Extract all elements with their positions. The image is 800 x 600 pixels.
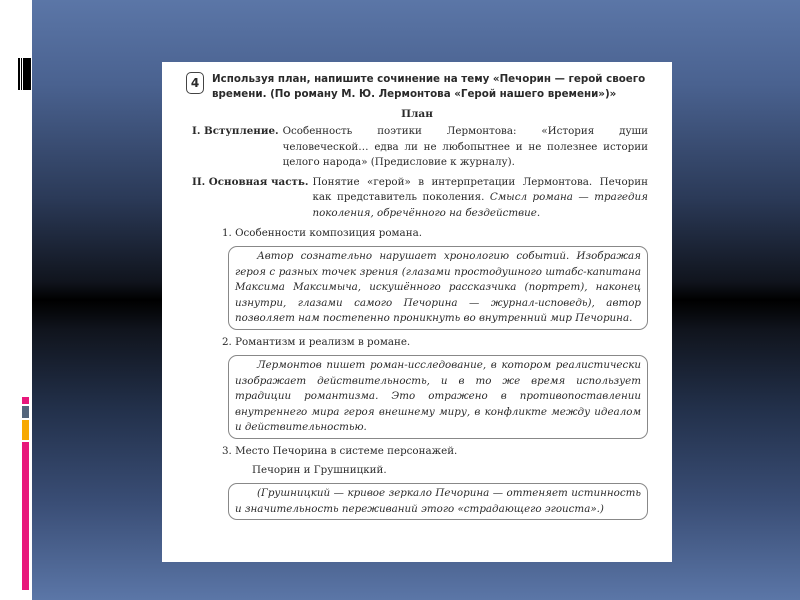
- point-subtitle: Печорин и Грушницкий.: [252, 463, 387, 476]
- point-title: 2. Романтизм и реализм в романе.: [222, 335, 411, 348]
- barcode-decoration: [18, 58, 31, 90]
- section-label: I. Вступление.: [192, 125, 279, 137]
- section-italic-text: Смысл романа — трагедия поколения, обречённого на бездействие.: [312, 191, 648, 219]
- task-header: [186, 72, 648, 102]
- section-introduction: [192, 124, 648, 171]
- task-number-badge: 4: [186, 72, 204, 94]
- section-body: [312, 175, 648, 222]
- pink-square-decoration: [22, 397, 29, 404]
- orange-square-decoration: [22, 420, 29, 440]
- task-text: Используя план, напишите сочинение на тему «Печорин — герой своего времени. (По роману М. Ю. Лермонтова «Герой нашего времени»)»: [212, 73, 646, 100]
- point-box: (Грушницкий — кривое зеркало Печорина — оттеняет истинность и значительность переживаний этого «страдающего эгоиста».): [228, 483, 648, 520]
- section-text: Понятие «герой» в интерпретации Лермонтова. Печорин как представитель поколения.: [312, 175, 648, 203]
- gray-square-decoration: [22, 406, 29, 418]
- point-title: 3. Место Печорина в системе персонажей.: [222, 444, 458, 457]
- point-box: Автор сознательно нарушает хронологию событий. Изображая героя с разных точек зрения (глазами простодушного штабс-капитана Максима Максимыча, искушённого рассказчика (портрет), наконец изнутри, глазами самого Печорина — журнал-исповедь), автор позволяет нам постепенно проникнуть во внутренний мир Печорина.: [228, 246, 648, 330]
- point-box: Лермонтов пишет роман-исследование, в котором реалистически изображает действительность, и в то же время использует традиции романтизма. Это отражено в противопоставлении внутреннего мира героя внешнему миру, в конфликте между идеалом и действительностью.: [228, 355, 648, 439]
- section-main-part: [192, 175, 648, 222]
- section-label: II. Основная часть.: [192, 175, 309, 188]
- document-image: [162, 62, 672, 562]
- point-title: 1. Особенности композиция романа.: [222, 227, 422, 239]
- plan-title: План: [401, 108, 433, 120]
- section-text: Особенность поэтики Лермонтова: «История души человеческой… едва ли не любопытнее и не полезнее истории целого народа» (Предисловие к журналу).: [282, 125, 648, 168]
- pink-bar-decoration: [22, 442, 29, 590]
